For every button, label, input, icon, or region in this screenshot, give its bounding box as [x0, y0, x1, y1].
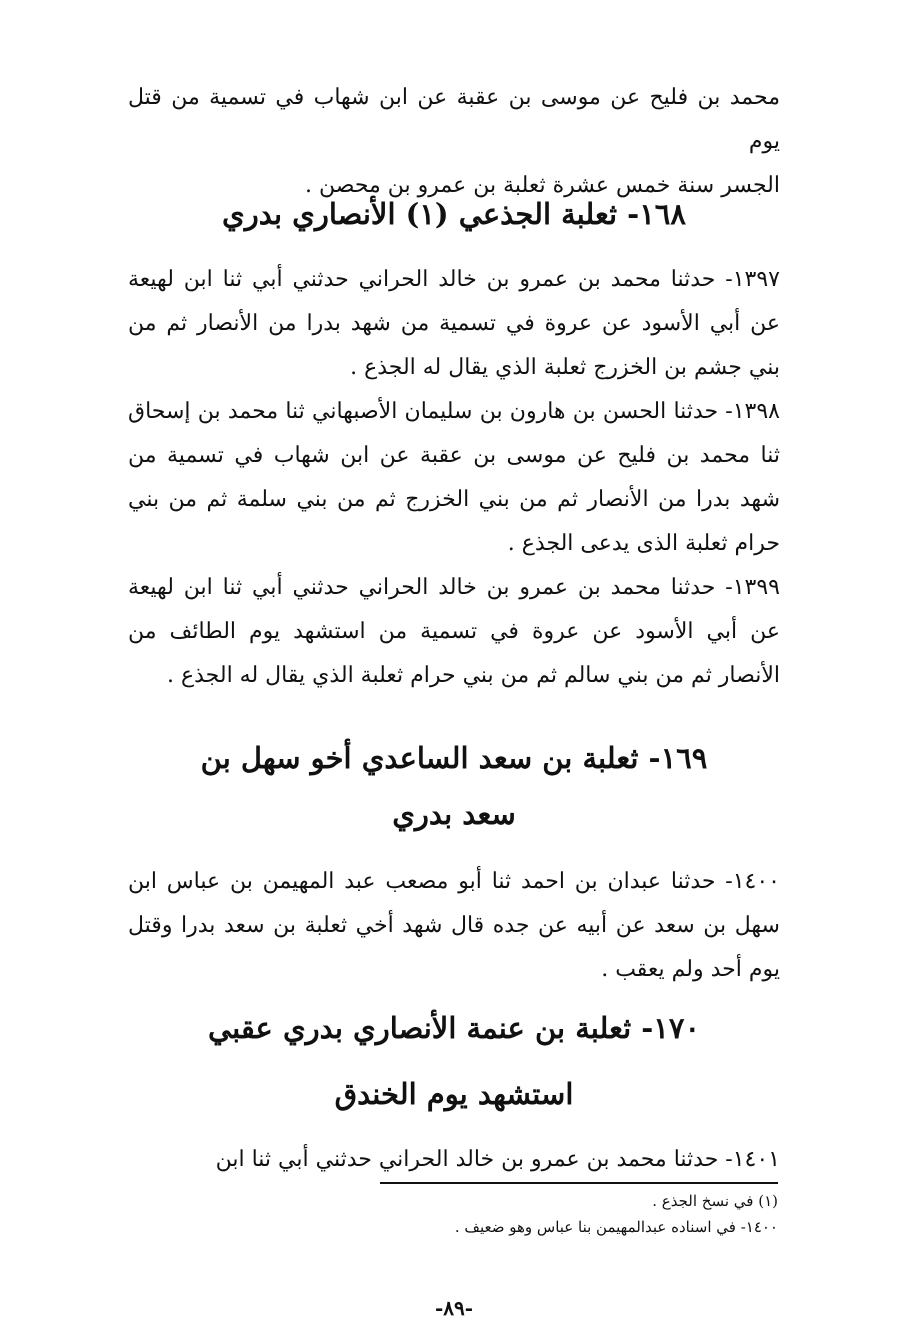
- section-168-body: [128, 258, 780, 698]
- hadith-1398: ١٣٩٨- حدثنا الحسن بن هارون بن سليمان الأصبهاني ثنا محمد بن إسحاق ثنا محمد بن فليح عن موسى بن عقبة عن ابن شهاب في تسمية من شهد بدرا من الأنصار ثم من بني الخزرج ثم من بني سلمة ثم من بني حرام ثعلبة الذى يدعى الجذع .: [128, 399, 780, 556]
- section-169-heading-line-2: سعد بدري: [392, 797, 516, 831]
- hadith-1397: ١٣٩٧- حدثنا محمد بن عمرو بن خالد الحراني حدثني أبي ثنا ابن لهيعة عن أبي الأسود عن عروة في تسمية من شهد بدرا من الأنصار ثم من بني جشم بن الخزرج ثعلبة الذي يقال له الجذع .: [128, 267, 780, 380]
- footnote-2: ١٤٠٠- في اسناده عبدالمهيمن بنا عباس وهو ضعيف .: [454, 1218, 778, 1236]
- section-168-heading: ١٦٨- ثعلبة الجذعي (١) الأنصاري بدري: [222, 197, 686, 231]
- hadith-1401: ١٤٠١- حدثنا محمد بن عمرو بن خالد الحراني حدثني أبي ثنا ابن: [215, 1147, 780, 1172]
- continuation-line-2: الجسر سنة خمس عشرة ثعلبة بن عمرو بن محصن .: [305, 173, 780, 198]
- footnote-divider: [380, 1182, 778, 1184]
- section-169-body: [128, 860, 780, 992]
- section-170-heading-line-2: استشهد يوم الخندق: [334, 1077, 574, 1111]
- section-170-body: [128, 1138, 780, 1182]
- hadith-1399: ١٣٩٩- حدثنا محمد بن عمرو بن خالد الحراني حدثني أبي ثنا ابن لهيعة عن أبي الأسود عن عروة في تسمية من استشهد يوم الطائف من الأنصار ثم من بني سالم ثم من بني حرام ثعلبة الذي يقال له الجذع .: [128, 575, 780, 688]
- footnotes: [380, 1188, 778, 1240]
- continuation-line-1: محمد بن فليح عن موسى بن عقبة عن ابن شهاب في تسمية من قتل يوم: [128, 85, 780, 154]
- section-170-heading-line-1: ١٧٠- ثعلبة بن عنمة الأنصاري بدري عقبي: [207, 1011, 701, 1045]
- hadith-1400: ١٤٠٠- حدثنا عبدان بن احمد ثنا أبو مصعب عبد المهيمن بن عباس ابن سهل بن سعد عن أبيه عن جده قال شهد أخي ثعلبة بن سعد بدرا وقتل يوم أحد ولم يعقب .: [128, 869, 780, 982]
- page-number: -٨٩-: [434, 1296, 474, 1320]
- footnote-1: (١) في نسخ الجذع .: [652, 1192, 778, 1210]
- section-169-heading-line-1: ١٦٩- ثعلبة بن سعد الساعدي أخو سهل بن: [200, 741, 708, 775]
